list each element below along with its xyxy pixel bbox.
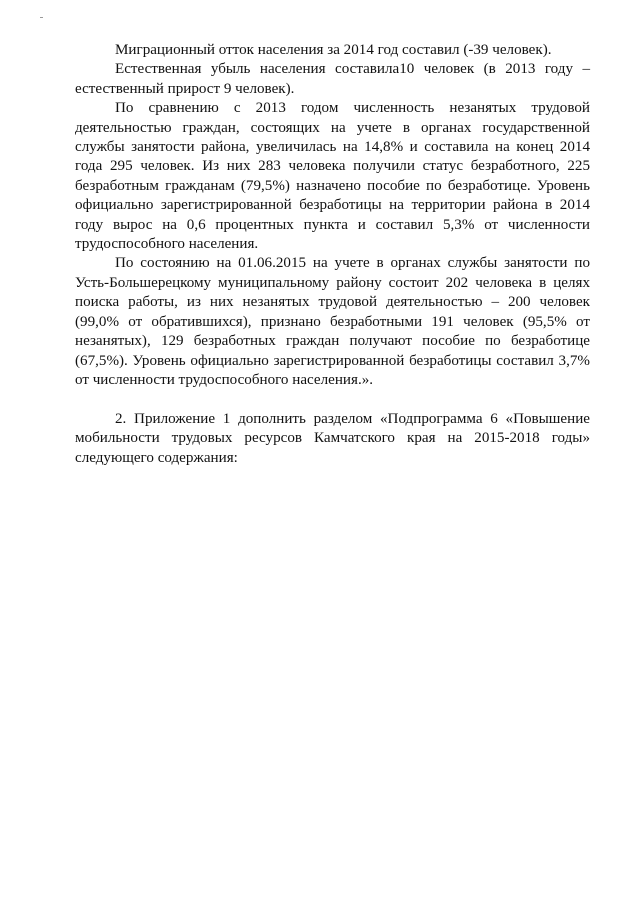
paragraph-unemployment-2014: По сравнению с 2013 годом численность незанятых трудовой деятельностью граждан, состоящих на учете в органах государственной службы занятости района, увеличилась на 14,8% и составила на конец 2014 года 295 человек. Из них 283 человека получили статус безработного, 225 безработным гражданам (79,5%) назначено пособие по безработице. Уровень официально зарегистрированной безработицы на территории района в 2014 году вырос на 0,6 процентных пункта и составил 5,3% от численности трудоспособного населения. bbox=[75, 100, 590, 253]
paragraph-amendment: 2. Приложение 1 дополнить разделом «Подпрограмма 6 «Повышение мобильности трудовых ресурсов Камчатского края на 2015-2018 годы» следующего содержания: bbox=[75, 410, 590, 466]
scan-mark bbox=[40, 17, 43, 18]
paragraph-natural-decline: Естественная убыль населения составила10 человек (в 2013 году – естественный прирост 9 человек). bbox=[75, 61, 590, 97]
paragraph-migration: Миграционный отток населения за 2014 год составил (-39 человек). bbox=[115, 42, 552, 58]
paragraph-unemployment-2015: По состоянию на 01.06.2015 на учете в органах службы занятости по Усть-Большерецкому муниципальному району состоит 202 человека в целях поиска работы, из них незанятых трудовой деятельностью – 200 человек (99,0% от обратившихся), признано безработными 191 человек (95,5% от незанятых), 129 безработных граждан получают пособие по безработице (67,5%). Уровень официально зарегистрированной безработицы составил 3,7% от численности трудоспособного населения.». bbox=[75, 255, 590, 388]
document-body bbox=[75, 41, 590, 468]
